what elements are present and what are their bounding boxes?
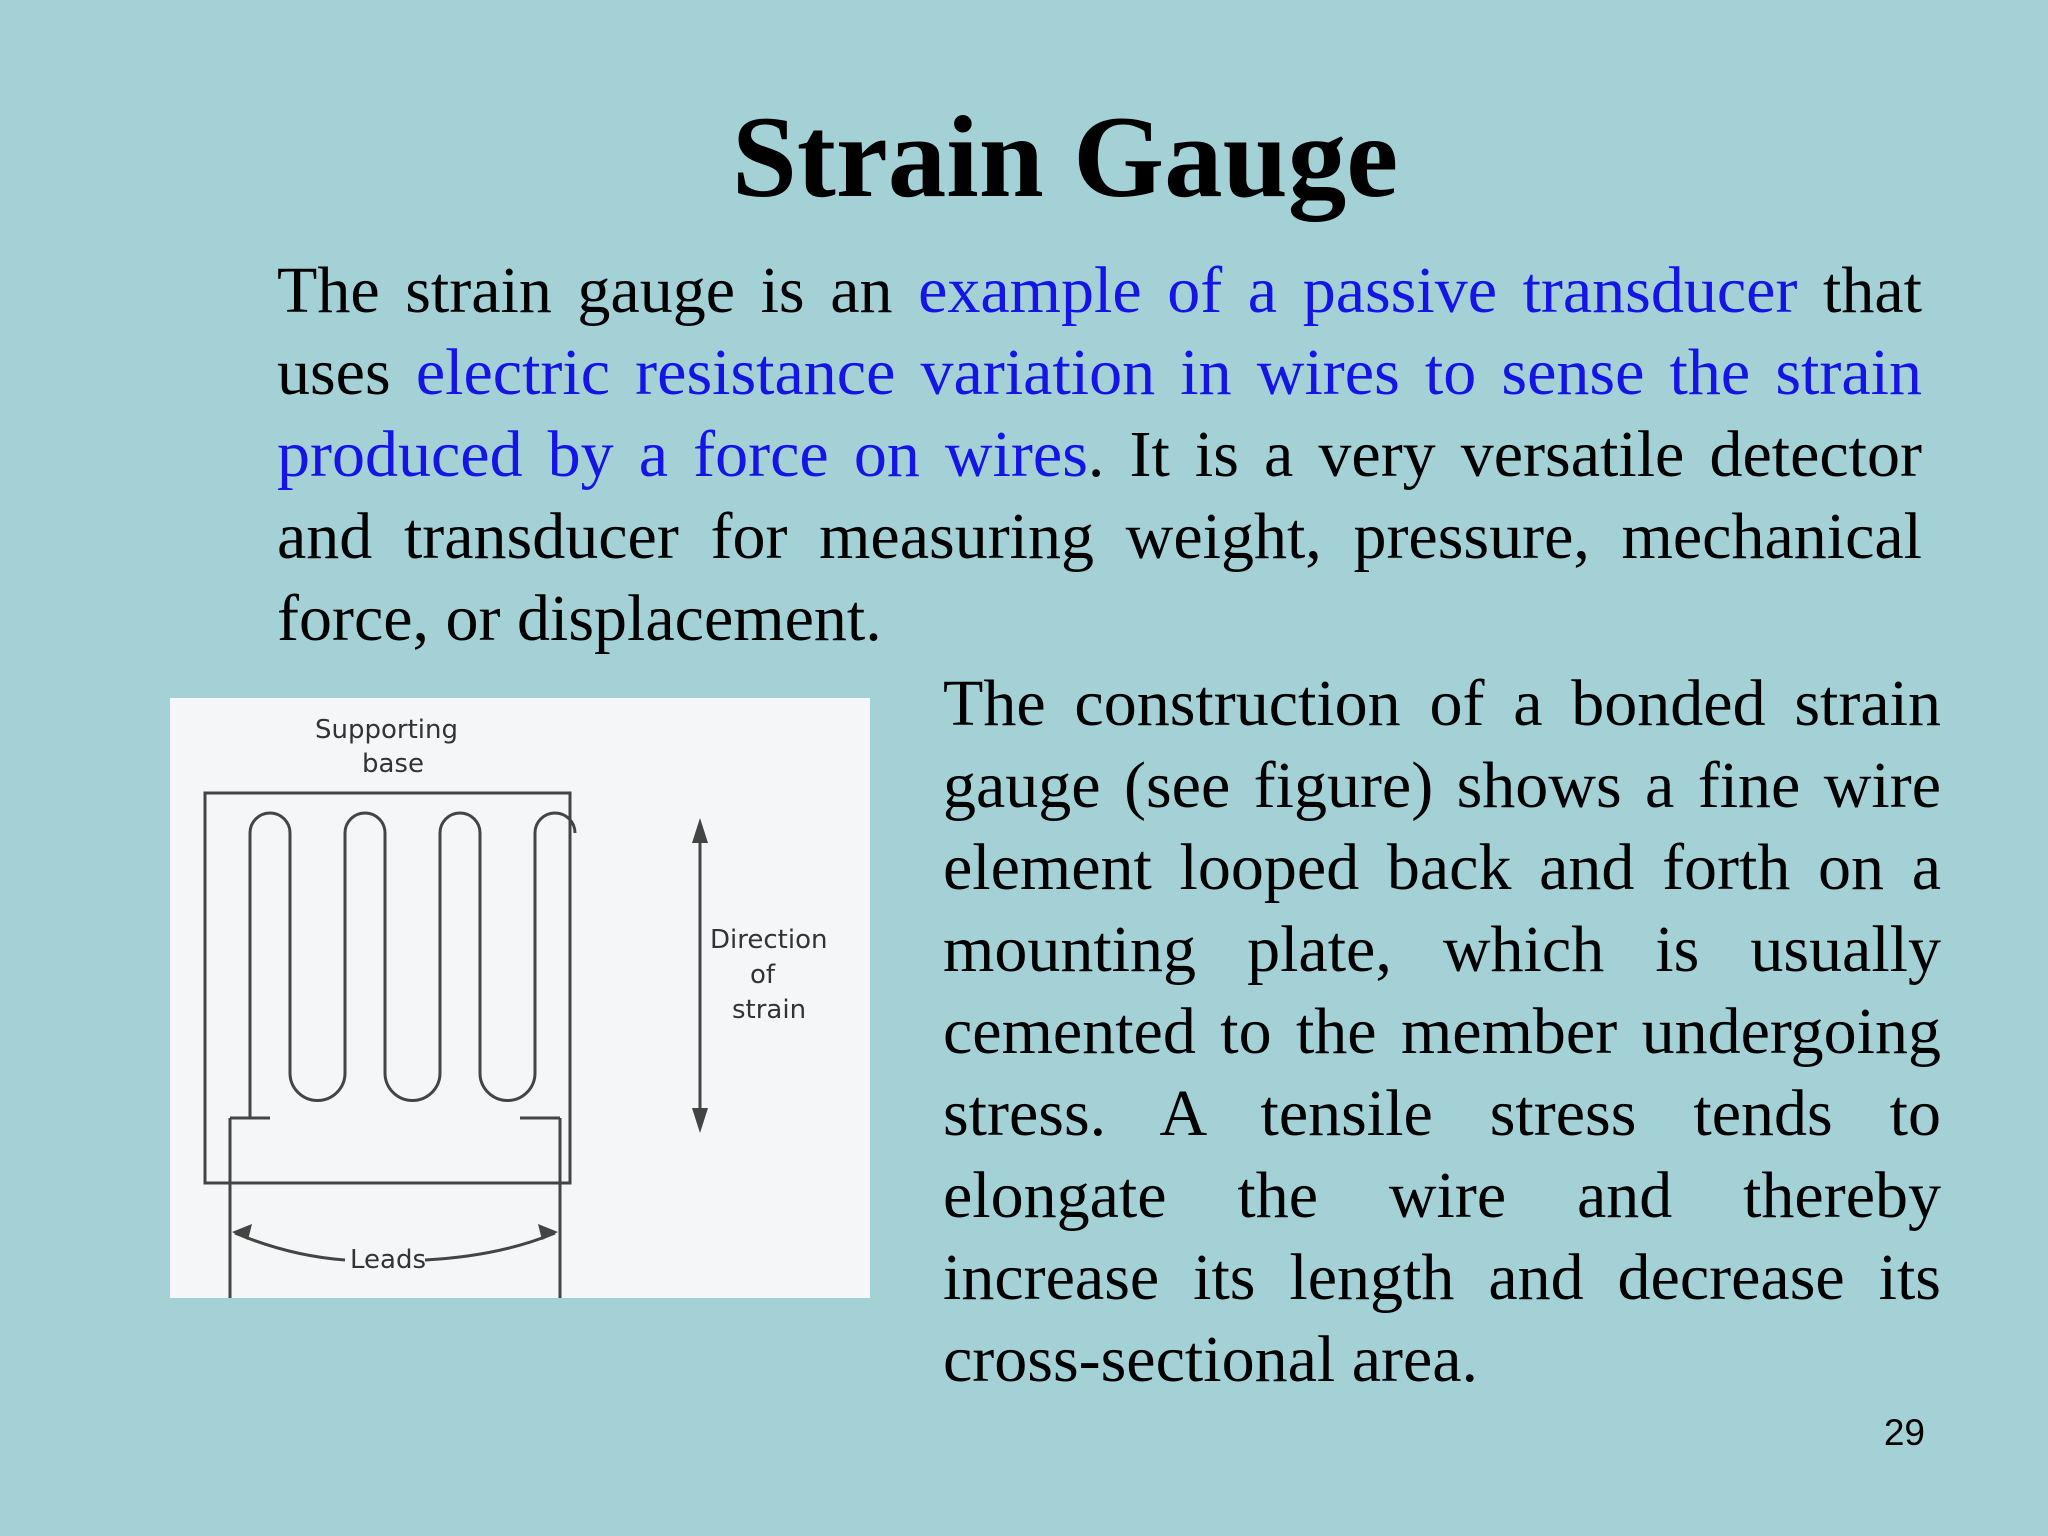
intro-text-3: . It is a very versatile detector and transducer for measuring weight, pressure, mechanical force, or displacement. bbox=[277, 418, 1922, 655]
label-of: of bbox=[750, 960, 776, 990]
strain-gauge-figure bbox=[170, 698, 870, 1298]
strain-arrow-up bbox=[692, 818, 708, 843]
strain-arrow-down bbox=[692, 1108, 708, 1133]
label-supporting: Supporting bbox=[315, 715, 458, 745]
wire-grid bbox=[250, 813, 575, 1118]
intro-text-1: The strain gauge is an bbox=[277, 254, 919, 327]
label-direction: Direction bbox=[710, 925, 828, 955]
intro-text-2: that uses bbox=[277, 254, 1922, 409]
intro-highlight-1: example of a passive transducer bbox=[918, 254, 1798, 327]
construction-paragraph: The construction of a bonded strain gauge (see figure) shows a fine wire element looped back and forth on a mounting plate, which is usually cemented to the member undergoing stress. A tensile stress tends to elongate the wire and thereby increase its length and decrease its cross-sectional area. bbox=[943, 667, 1941, 1396]
label-base: base bbox=[362, 749, 424, 779]
left-lead bbox=[230, 1118, 270, 1298]
intro-paragraph bbox=[277, 250, 1922, 660]
supporting-base-outline bbox=[205, 793, 570, 1183]
slide-title: Strain Gauge bbox=[731, 93, 1399, 222]
page-number: 29 bbox=[1883, 1412, 1925, 1453]
label-leads: Leads bbox=[350, 1245, 427, 1275]
intro-highlight-2: electric resistance variation in wires to sense the strain produced by a force on wires bbox=[277, 336, 1922, 491]
right-lead bbox=[520, 1118, 560, 1298]
strain-gauge-diagram bbox=[170, 698, 870, 1298]
label-strain: strain bbox=[732, 995, 807, 1025]
